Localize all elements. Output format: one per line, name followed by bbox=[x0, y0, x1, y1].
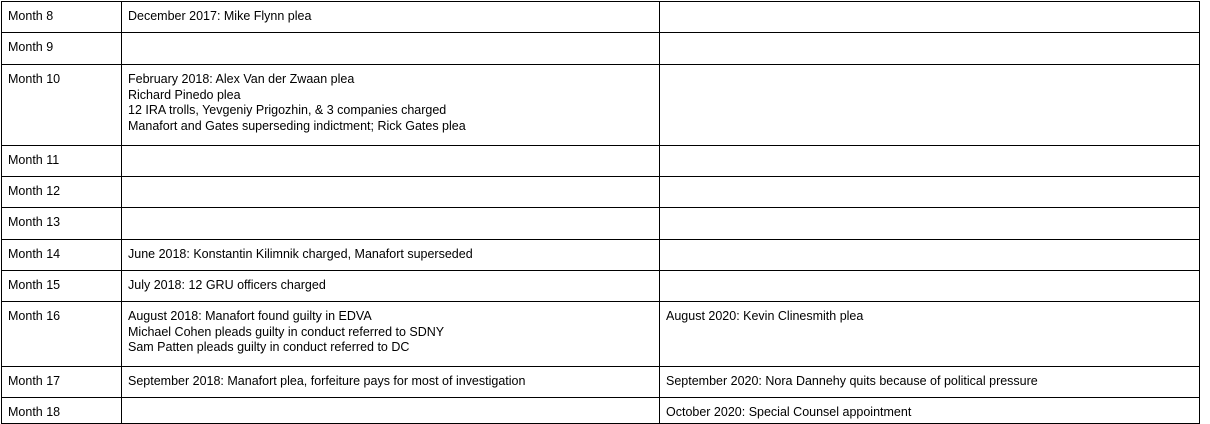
mueller-events-cell bbox=[122, 271, 660, 302]
month-label: Month 14 bbox=[8, 247, 61, 261]
month-cell bbox=[2, 302, 122, 367]
event-line: 12 IRA trolls, Yevgeniy Prigozhin, & 3 companies charged bbox=[128, 103, 447, 117]
event-line: July 2018: 12 GRU officers charged bbox=[128, 278, 326, 292]
event-line: September 2018: Manafort plea, forfeiture pays for most of investigation bbox=[128, 374, 526, 388]
durham-events-cell bbox=[660, 65, 1200, 146]
month-label: Month 13 bbox=[8, 215, 61, 229]
durham-events-cell bbox=[660, 367, 1200, 398]
month-cell bbox=[2, 271, 122, 302]
mueller-events-cell bbox=[122, 65, 660, 146]
month-cell bbox=[2, 208, 122, 240]
month-cell bbox=[2, 33, 122, 65]
month-label: Month 12 bbox=[8, 184, 61, 198]
table-row bbox=[2, 367, 1200, 398]
month-label: Month 11 bbox=[8, 153, 60, 167]
event-line: October 2020: Special Counsel appointment bbox=[666, 405, 912, 419]
month-cell bbox=[2, 398, 122, 424]
event-line: Manafort and Gates superseding indictment; Rick Gates plea bbox=[128, 118, 466, 133]
month-label: Month 10 bbox=[8, 72, 61, 86]
month-cell bbox=[2, 177, 122, 208]
mueller-events-cell bbox=[122, 177, 660, 208]
mueller-events-cell bbox=[122, 302, 660, 367]
table-row bbox=[2, 33, 1200, 65]
table-row bbox=[2, 2, 1200, 33]
event-line: Michael Cohen pleads guilty in conduct referred to SDNY bbox=[128, 324, 445, 339]
event-line: June 2018: Konstantin Kilimnik charged, Manafort superseded bbox=[128, 247, 473, 261]
table-row bbox=[2, 240, 1200, 271]
mueller-events-cell bbox=[122, 2, 660, 33]
table-row bbox=[2, 208, 1200, 240]
durham-events-cell bbox=[660, 398, 1200, 424]
durham-events-cell bbox=[660, 33, 1200, 65]
table-row bbox=[2, 65, 1200, 146]
month-label: Month 16 bbox=[8, 309, 61, 323]
mueller-events-cell bbox=[122, 398, 660, 424]
mueller-events-cell bbox=[122, 208, 660, 240]
durham-events-cell bbox=[660, 2, 1200, 33]
event-line: Richard Pinedo plea bbox=[128, 87, 241, 102]
month-label: Month 8 bbox=[8, 9, 54, 23]
mueller-events-cell bbox=[122, 367, 660, 398]
event-line: February 2018: Alex Van der Zwaan plea bbox=[128, 72, 355, 86]
table-row bbox=[2, 302, 1200, 367]
event-line: September 2020: Nora Dannehy quits because of political pressure bbox=[666, 374, 1038, 388]
month-cell bbox=[2, 240, 122, 271]
durham-events-cell bbox=[660, 240, 1200, 271]
table-row bbox=[2, 398, 1200, 424]
month-label: Month 17 bbox=[8, 374, 61, 388]
durham-events-cell bbox=[660, 146, 1200, 177]
month-label: Month 9 bbox=[8, 40, 54, 54]
month-label: Month 18 bbox=[8, 405, 61, 419]
month-cell bbox=[2, 367, 122, 398]
table-row bbox=[2, 177, 1200, 208]
month-cell bbox=[2, 65, 122, 146]
month-cell bbox=[2, 2, 122, 33]
durham-events-cell bbox=[660, 271, 1200, 302]
event-line: December 2017: Mike Flynn plea bbox=[128, 9, 312, 23]
durham-events-cell bbox=[660, 208, 1200, 240]
mueller-events-cell bbox=[122, 240, 660, 271]
timeline-table bbox=[1, 1, 1200, 424]
month-cell bbox=[2, 146, 122, 177]
mueller-events-cell bbox=[122, 146, 660, 177]
durham-events-cell bbox=[660, 302, 1200, 367]
event-line: August 2020: Kevin Clinesmith plea bbox=[666, 309, 864, 323]
month-label: Month 15 bbox=[8, 278, 61, 292]
mueller-events-cell bbox=[122, 33, 660, 65]
table-row bbox=[2, 146, 1200, 177]
event-line: Sam Patten pleads guilty in conduct referred to DC bbox=[128, 340, 410, 354]
table-row bbox=[2, 271, 1200, 302]
event-line: August 2018: Manafort found guilty in EDVA bbox=[128, 309, 372, 323]
durham-events-cell bbox=[660, 177, 1200, 208]
